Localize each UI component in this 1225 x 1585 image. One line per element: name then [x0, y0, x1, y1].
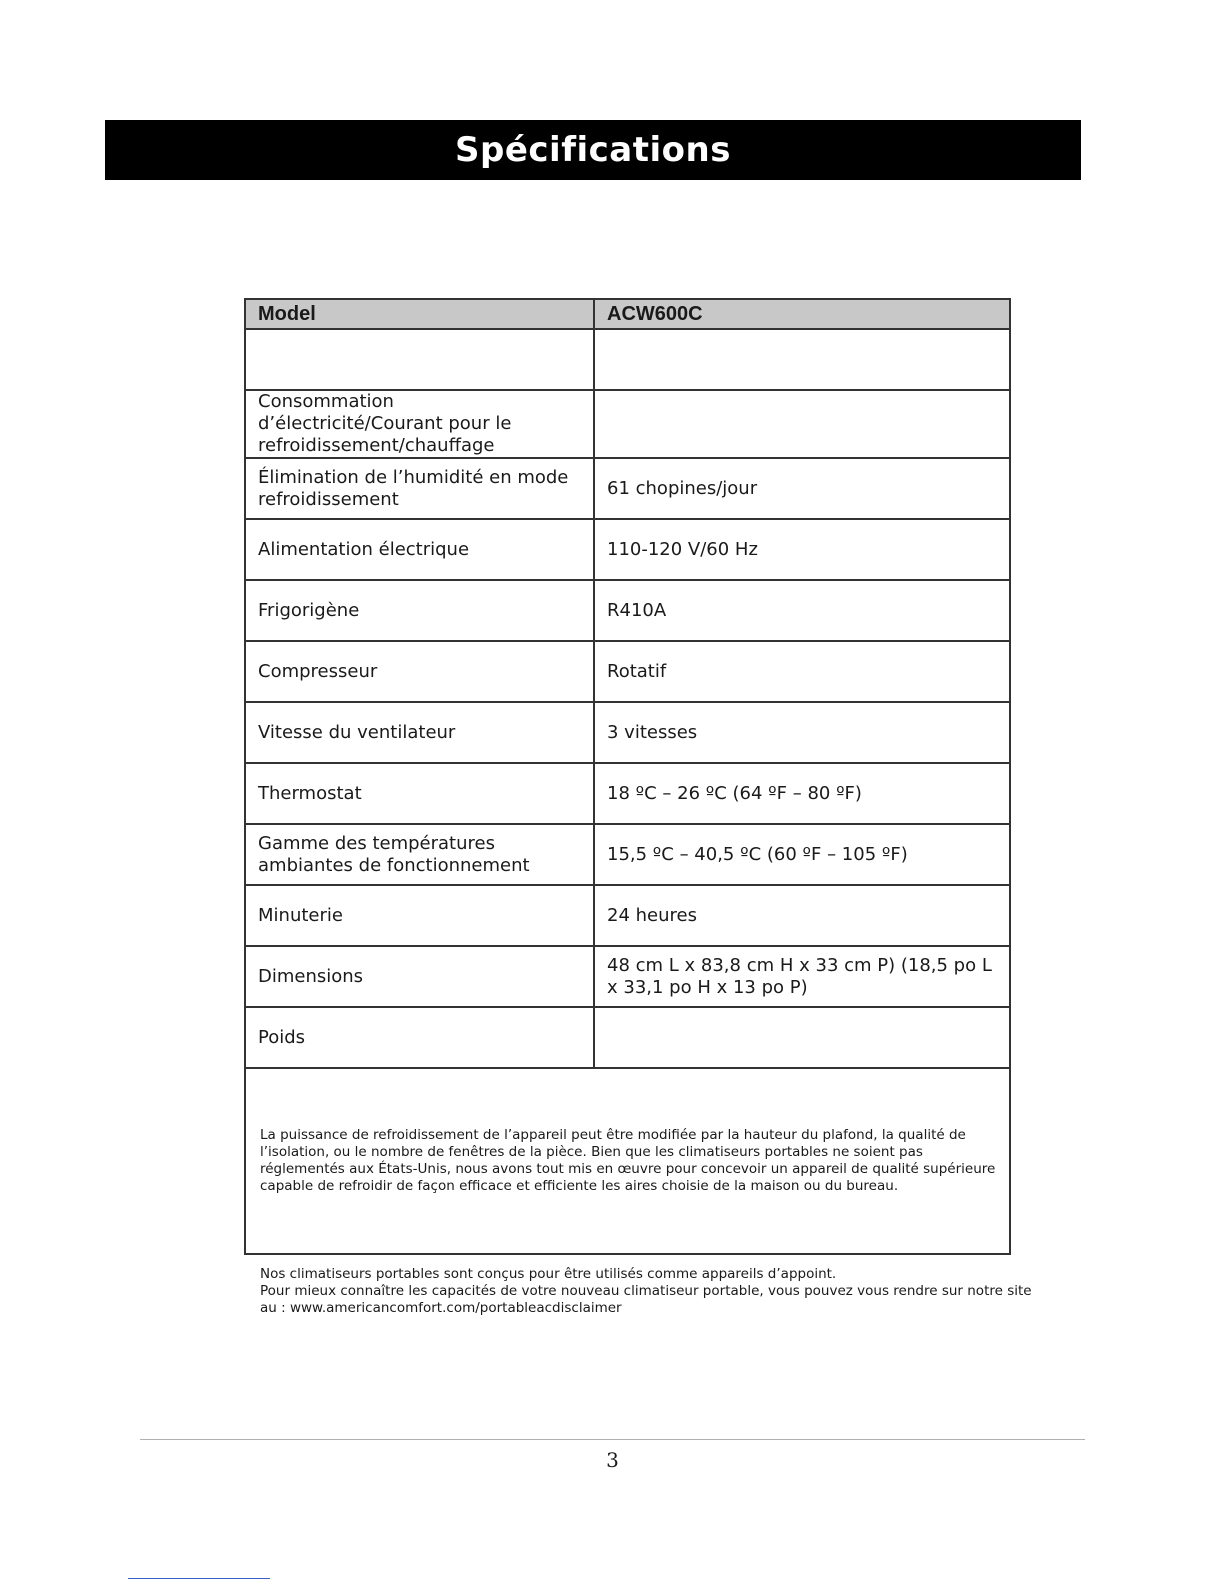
table-row: [245, 329, 1010, 390]
table-row: [245, 641, 1010, 702]
row-label: Vitesse du ventilateur: [245, 702, 594, 763]
row-value: 3 vitesses: [594, 702, 1010, 763]
row-label: Poids: [245, 1007, 594, 1068]
page-title: Spécifications: [455, 130, 731, 170]
row-value: 48 cm L x 83,8 cm H x 33 cm P) (18,5 po L x 33,1 po H x 13 po P): [594, 946, 1010, 1007]
row-label: Consommation d’électricité/Courant pour le refroidissement/chauffage: [245, 390, 594, 458]
row-value: 24 heures: [594, 885, 1010, 946]
header-model: Model: [245, 299, 594, 329]
row-label: Frigorigène: [245, 580, 594, 641]
spec-table: [244, 298, 1011, 1255]
page-number: 3: [606, 1448, 619, 1472]
table-row: [245, 580, 1010, 641]
footnote-line: Pour mieux connaître les capacités de votre nouveau climatiseur portable, vous pouvez vous rendre sur notre site au : www.americancomfort.com/portableacdisclaimer: [260, 1283, 1032, 1316]
link-underline: [128, 1578, 270, 1579]
row-value: [594, 1007, 1010, 1068]
header-model-number: ACW600C: [594, 299, 1010, 329]
row-value: [594, 329, 1010, 390]
footnote-line: Nos climatiseurs portables sont conçus pour être utilisés comme appareils d’appoint.: [260, 1266, 837, 1282]
table-row: [245, 1007, 1010, 1068]
table-note: La puissance de refroidissement de l’appareil peut être modifiée par la hauteur du plafond, la qualité de l’isolation, ou le nombre de fenêtres de la pièce. Bien que les climatiseurs portables ne soient pas réglementés aux États-Unis, nous avons tout mis en œuvre pour concevoir un appareil de qualité supérieure capable de refroidir de façon efficace et efficiente les aires choisie de la maison ou du bureau.: [245, 1068, 1010, 1254]
row-label: Alimentation électrique: [245, 519, 594, 580]
row-value: 18 ºC – 26 ºC (64 ºF – 80 ºF): [594, 763, 1010, 824]
table-row: [245, 885, 1010, 946]
row-value: 15,5 ºC – 40,5 ºC (60 ºF – 105 ºF): [594, 824, 1010, 885]
row-label: Élimination de l’humidité en mode refroidissement: [245, 458, 594, 519]
row-label: [245, 329, 594, 390]
table-row: [245, 458, 1010, 519]
table-row: [245, 702, 1010, 763]
title-bar: [105, 120, 1081, 180]
row-value: 110-120 V/60 Hz: [594, 519, 1010, 580]
footer-divider: [140, 1439, 1085, 1440]
row-label: Minuterie: [245, 885, 594, 946]
row-value: Rotatif: [594, 641, 1010, 702]
row-value: [594, 390, 1010, 458]
footnote: [260, 1266, 1040, 1317]
row-value: 61 chopines/jour: [594, 458, 1010, 519]
row-label: Dimensions: [245, 946, 594, 1007]
table-row: [245, 763, 1010, 824]
row-value: R410A: [594, 580, 1010, 641]
table-row: [245, 390, 1010, 458]
table-row: [245, 946, 1010, 1007]
row-label: Compresseur: [245, 641, 594, 702]
row-label: Gamme des températures ambiantes de fonctionnement: [245, 824, 594, 885]
table-row: [245, 519, 1010, 580]
row-label: Thermostat: [245, 763, 594, 824]
table-note-row: [245, 1068, 1010, 1254]
table-header-row: [245, 299, 1010, 329]
table-row: [245, 824, 1010, 885]
